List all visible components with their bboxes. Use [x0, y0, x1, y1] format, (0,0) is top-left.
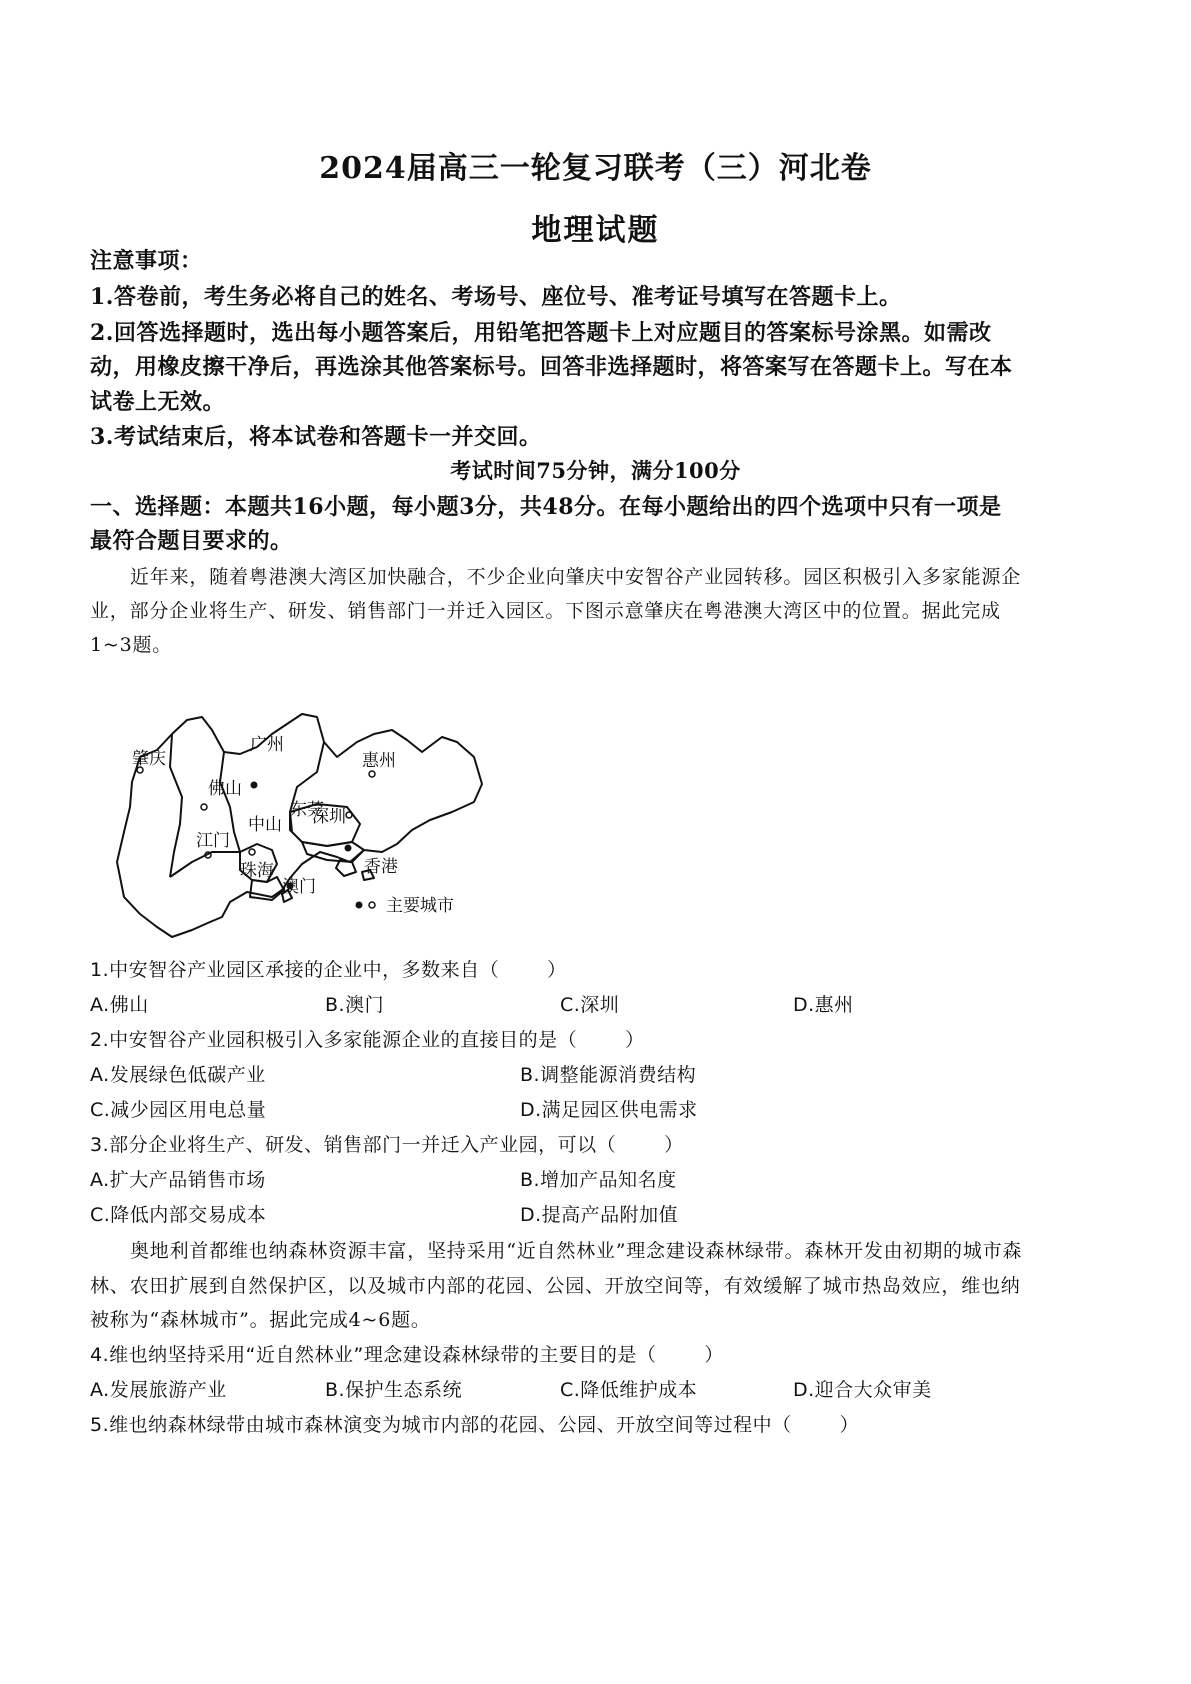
option-1a: A.佛山 [90, 994, 149, 1016]
option-1c: C.深圳 [560, 994, 620, 1016]
passage-line: 奥地利首都维也纳森林资源丰富，坚持采用“近自然林业”理念建设森林绿带。森林开发由初期的城市森 [130, 1240, 1023, 1262]
section-heading: 最符合题目要求的。 [90, 528, 293, 554]
question-stem-2: 2.中安智谷产业园积极引入多家能源企业的直接目的是（ ） [90, 1029, 645, 1051]
option-3b: B.增加产品知名度 [520, 1169, 677, 1191]
map-label-foshan: 佛山 [208, 779, 242, 799]
map-label-zhuhai: 珠海 [240, 861, 274, 881]
exam-title: 2024届高三一轮复习联考（三）河北卷 [319, 151, 872, 186]
map-legend-label: 主要城市 [386, 896, 454, 916]
map-label-zhaoqing: 肇庆 [132, 749, 166, 769]
passage-line: 业，部分企业将生产、研发、销售部门一并迁入园区。下图示意肇庆在粤港澳大湾区中的位置。据此完成 [90, 600, 1001, 622]
option-4b: B.保护生态系统 [325, 1379, 463, 1401]
section-heading: 一、选择题：本题共16小题，每小题3分，共48分。在每小题给出的四个选项中只有一项是 [90, 494, 1002, 520]
map-label-guangzhou: 广州 [250, 735, 284, 755]
notice-heading: 注意事项： [90, 248, 203, 274]
map-label-dongguan: 东莞 [290, 800, 324, 820]
question-stem-1: 1.中安智谷产业园区承接的企业中，多数来自（ ） [90, 959, 567, 981]
passage-line: 近年来，随着粤港澳大湾区加快融合，不少企业向肇庆中安智谷产业园转移。园区积极引入多家能源企 [130, 566, 1022, 588]
notice-item: 动，用橡皮擦干净后，再选涂其他答案标号。回答非选择题时，将答案写在答题卡上。写在本 [90, 354, 1013, 380]
exam-info: 考试时间75分钟，满分100分 [450, 458, 741, 483]
passage-line: 被称为“森林城市”。据此完成4~6题。 [90, 1309, 431, 1331]
passage-line: 林、农田扩展到自然保护区，以及城市内部的花园、公园、开放空间等，有效缓解了城市热岛效应，维也纳 [90, 1275, 1021, 1297]
notice-item: 1.答卷前，考生务必将自己的姓名、考场号、座位号、准考证号填写在答题卡上。 [90, 284, 902, 310]
map-label-macau: 澳门 [282, 877, 316, 897]
subject-title: 地理试题 [531, 213, 660, 248]
map-label-hongkong: 香港 [364, 857, 398, 877]
option-1b: B.澳门 [325, 994, 385, 1016]
option-3c: C.降低内部交易成本 [90, 1204, 267, 1226]
notice-item: 试卷上无效。 [90, 389, 226, 415]
option-3a: A.扩大产品销售市场 [90, 1169, 266, 1191]
option-2d: D.满足园区供电需求 [520, 1099, 698, 1121]
option-3d: D.提高产品附加值 [520, 1204, 679, 1226]
map-legend [356, 896, 455, 916]
map-label-jiangmen: 江门 [196, 831, 230, 851]
option-1d: D.惠州 [793, 994, 854, 1016]
question-stem-5: 5.维也纳森林绿带由城市森林演变为城市内部的花园、公园、开放空间等过程中（ ） [90, 1414, 860, 1436]
map-label-huizhou: 惠州 [362, 751, 396, 771]
question-stem-3: 3.部分企业将生产、研发、销售部门一并迁入产业园，可以（ ） [90, 1134, 684, 1156]
option-2a: A.发展绿色低碳产业 [90, 1064, 266, 1086]
map-label-shenzhen: 深圳 [312, 807, 346, 827]
map-label-zhongshan: 中山 [248, 815, 282, 835]
question-stem-4: 4.维也纳坚持采用“近自然林业”理念建设森林绿带的主要目的是（ ） [90, 1344, 724, 1366]
option-4a: A.发展旅游产业 [90, 1379, 227, 1401]
notice-item: 2.回答选择题时，选出每小题答案后，用铅笔把答题卡上对应题目的答案标号涂黑。如需改 [90, 320, 992, 346]
option-2b: B.调整能源消费结构 [520, 1064, 697, 1086]
option-4c: C.降低维护成本 [560, 1379, 698, 1401]
notice-item: 3.考试结束后，将本试卷和答题卡一并交回。 [90, 424, 542, 450]
option-4d: D.迎合大众审美 [793, 1379, 932, 1401]
option-2c: C.减少园区用电总量 [90, 1099, 267, 1121]
passage-line: 1~3题。 [90, 634, 173, 656]
